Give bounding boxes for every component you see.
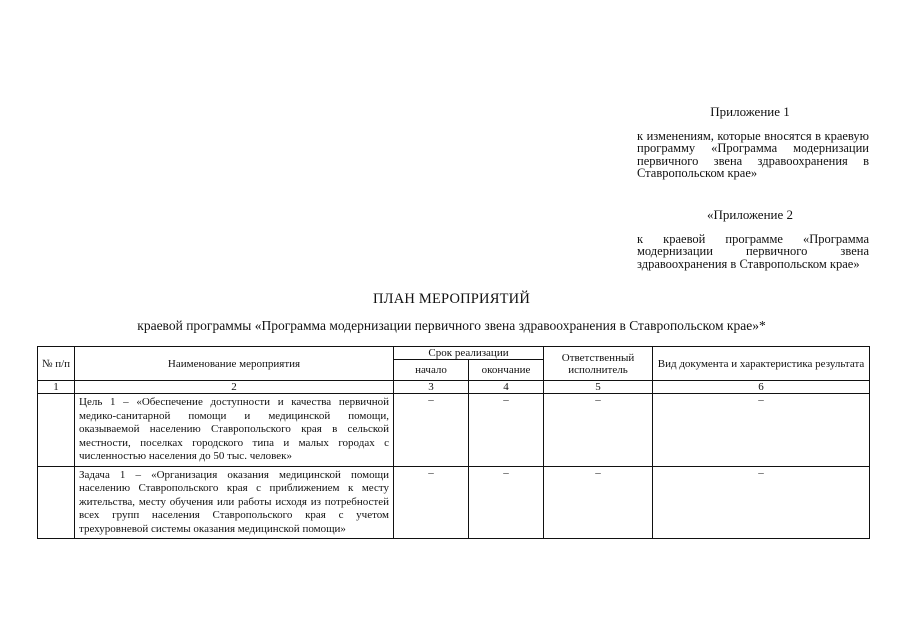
row-start: – (394, 394, 469, 467)
document-title: ПЛАН МЕРОПРИЯТИЙ (372, 291, 530, 307)
row-start: – (394, 466, 469, 539)
appendix-1-text: к изменениям, которые вносятся в краевую программу «Программа модернизации первичного звена здравоохранения в Ставропольском крае» (637, 129, 869, 181)
document-subtitle: краевой программы «Программа модернизации первичного звена здравоохранения в Ставропольском крае»* (137, 318, 766, 333)
appendix-2-title: «Приложение 2 (706, 207, 794, 222)
column-number: 4 (469, 381, 544, 394)
row-document: – (653, 466, 870, 539)
row-responsible: – (544, 466, 653, 539)
table-row (38, 394, 870, 467)
row-responsible: – (544, 394, 653, 467)
header-term: Срок реализации (394, 347, 544, 360)
row-end: – (469, 466, 544, 539)
appendix-1-title: Приложение 1 (710, 104, 790, 119)
header-end: окончание (469, 360, 544, 381)
row-event-name: Цель 1 – «Обеспечение доступности и качества первичной медико-санитарной помощи и медицинской помощи, оказываемой населению Ставропольского края в сельской местности, поселках городского типа и малых городах с численностью населения до 50 тыс. человек» (75, 394, 394, 467)
plan-table (37, 346, 870, 539)
header-responsible: Ответственный исполнитель (544, 347, 653, 381)
appendix-2-text: к краевой программе «Программа модернизации первичного звена здравоохранения в Ставропольском крае» (637, 232, 869, 271)
header-number: № п/п (38, 347, 75, 381)
row-end: – (469, 394, 544, 467)
column-number: 5 (544, 381, 653, 394)
header-start: начало (394, 360, 469, 381)
row-number (38, 394, 75, 467)
column-number: 2 (75, 381, 394, 394)
table-row (38, 466, 870, 539)
column-number: 3 (394, 381, 469, 394)
column-number: 1 (38, 381, 75, 394)
column-number-row (38, 381, 870, 394)
table-header-row (38, 347, 870, 360)
row-number (38, 466, 75, 539)
header-event-name: Наименование мероприятия (75, 347, 394, 381)
header-document: Вид документа и характеристика результата (653, 347, 870, 381)
row-document: – (653, 394, 870, 467)
row-event-name: Задача 1 – «Организация оказания медицинской помощи населению Ставропольского края с приближением к месту жительства, месту обучения или работы исходя из потребностей всех групп населения Ставропольского края с учетом трехуровневой системы оказания медицинской помощи» (75, 466, 394, 539)
column-number: 6 (653, 381, 870, 394)
